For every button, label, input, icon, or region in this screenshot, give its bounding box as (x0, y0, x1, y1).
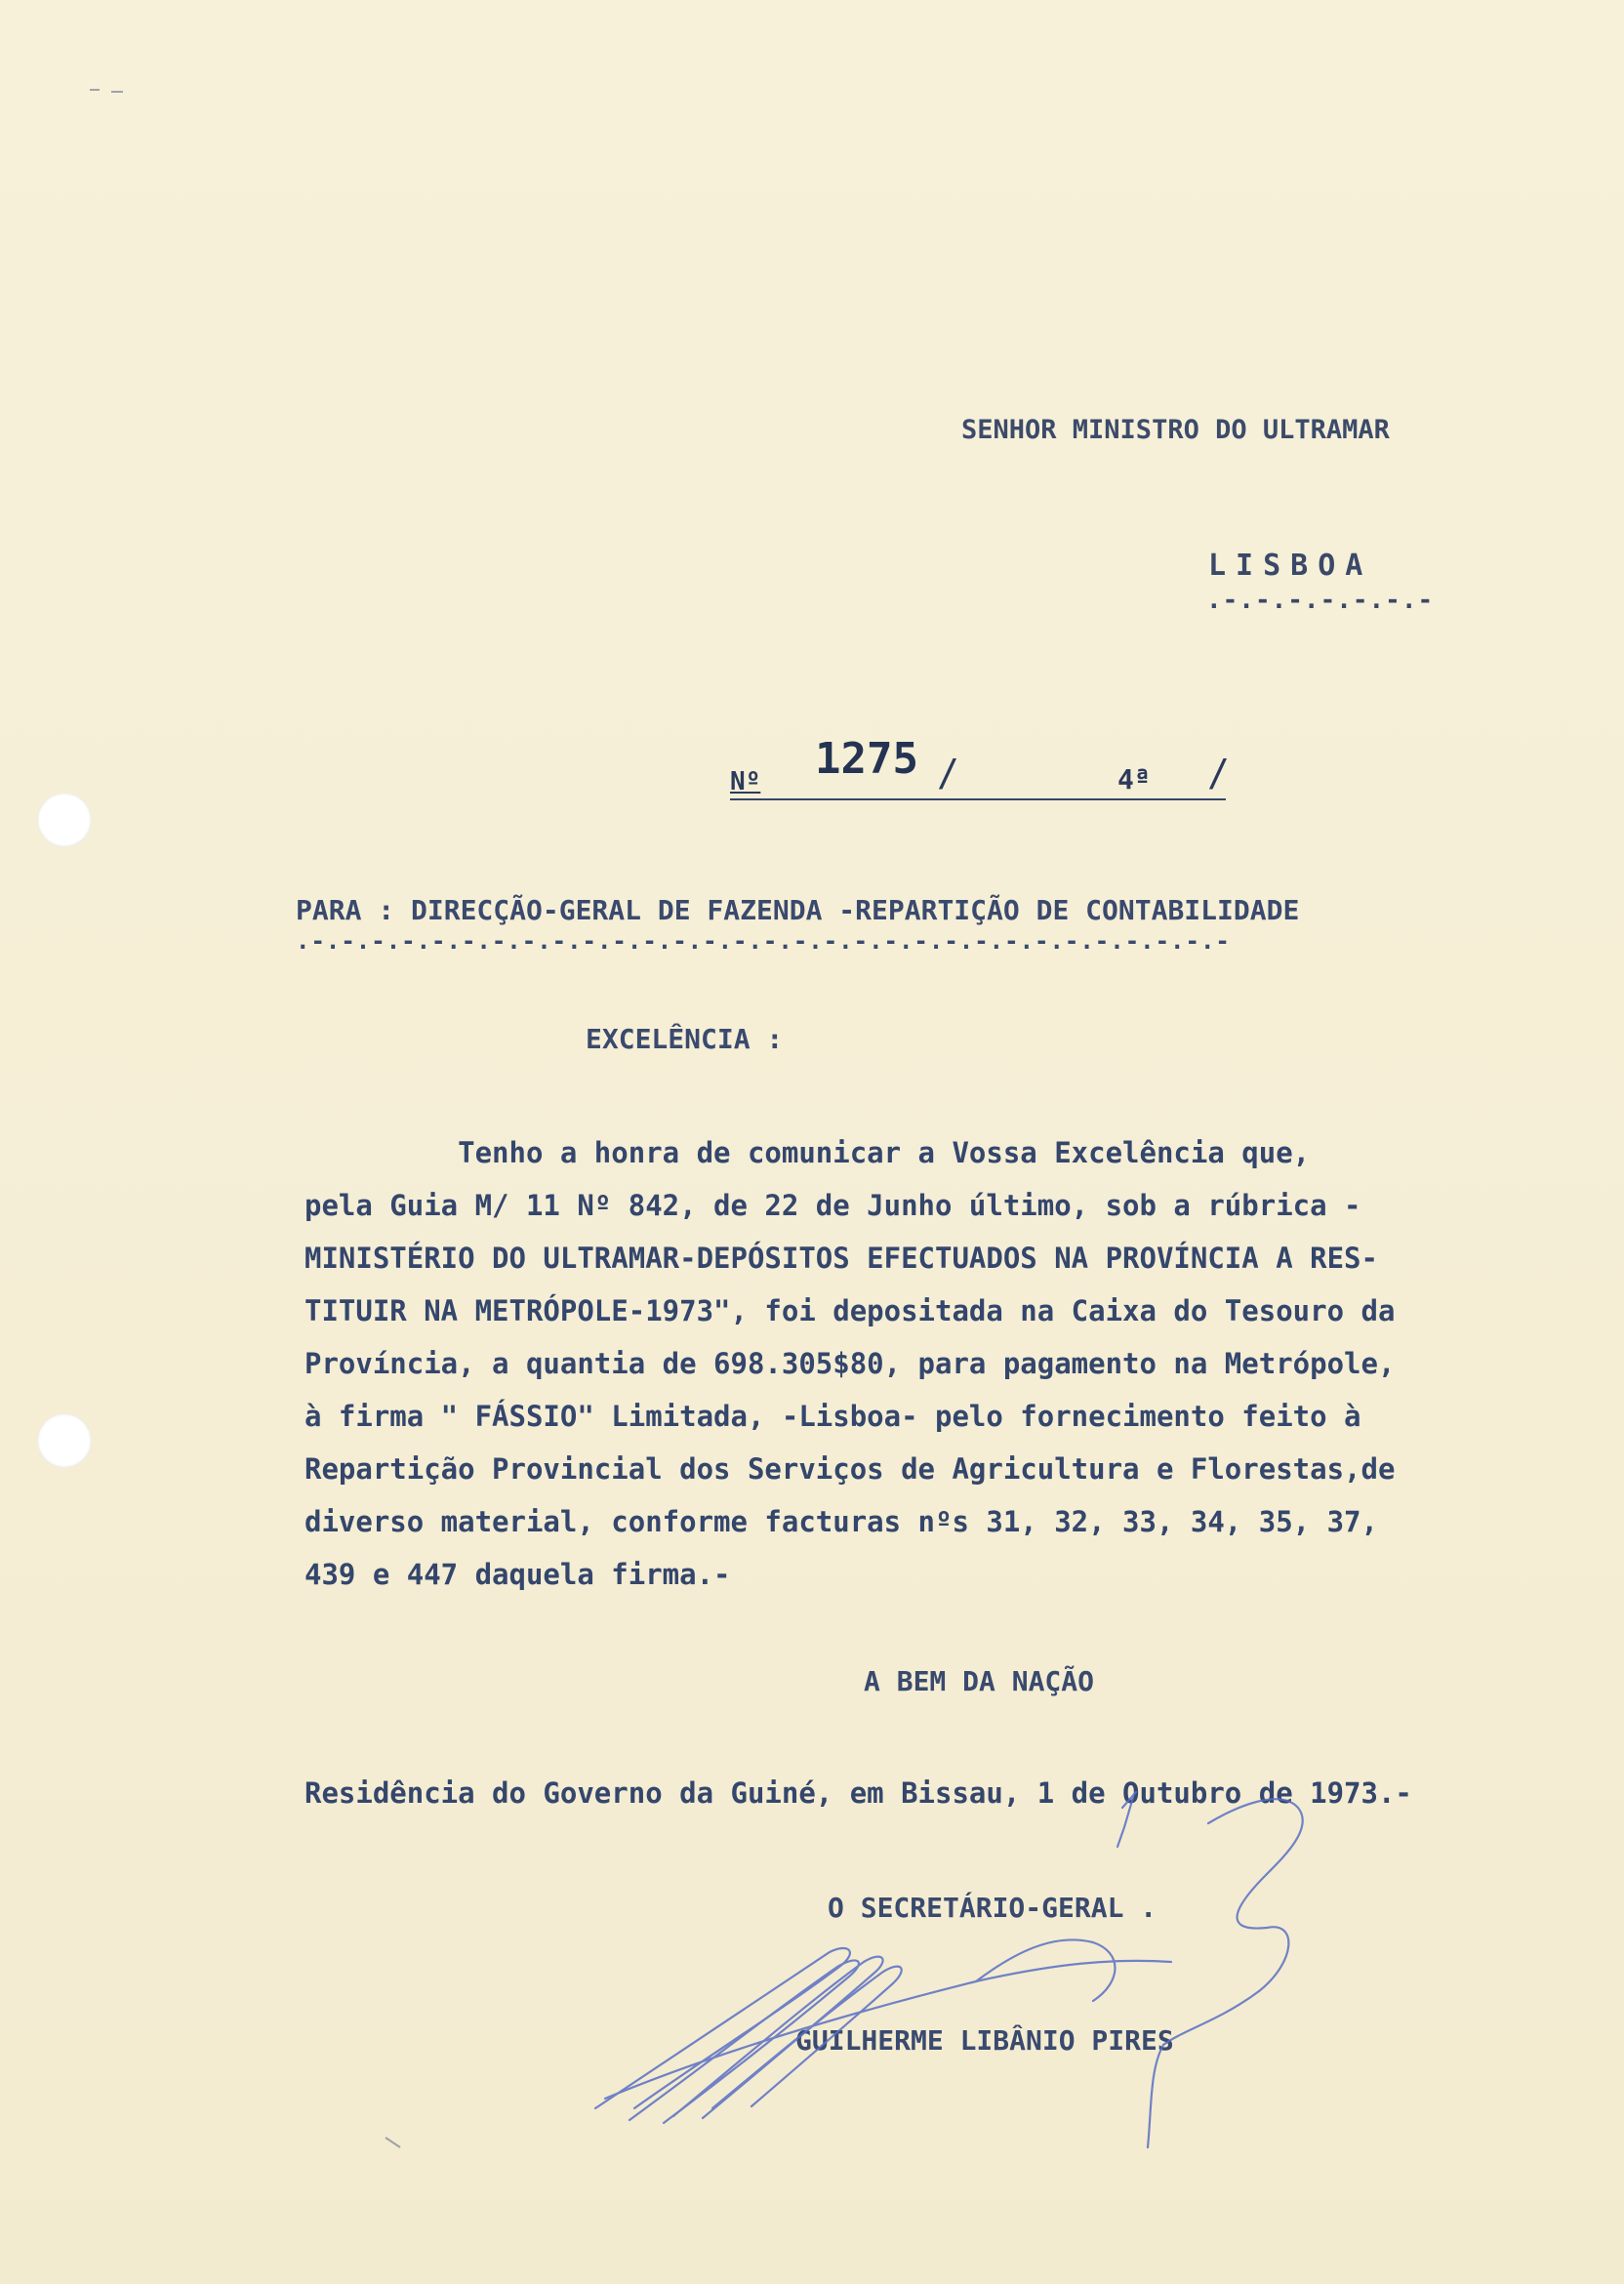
body-line: pela Guia M/ 11 Nº 842, de 22 de Junho último, sob a rúbrica - (304, 1189, 1361, 1222)
body-line: à firma " FÁSSIO" Limitada, -Lisboa- pelo fornecimento feito à (304, 1400, 1361, 1433)
reference-section: 4ª (1117, 763, 1151, 795)
body-line: Repartição Provincial dos Serviços de Agricultura e Florestas,de (304, 1452, 1396, 1486)
body-line: Província, a quantia de 698.305$80, para pagamento na Metrópole, (304, 1347, 1396, 1380)
body-line: diverso material, conforme facturas nºs 31, 32, 33, 34, 35, 37, (304, 1505, 1378, 1538)
addressee-line: SENHOR MINISTRO DO ULTRAMAR (961, 415, 1390, 445)
reference-slash: / (1207, 752, 1230, 795)
reference-underline (730, 798, 1226, 800)
closing-formula: A BEM DA NAÇÃO (864, 1665, 1095, 1697)
body-line: 439 e 447 daquela firma.- (304, 1558, 731, 1591)
punch-hole-bottom (37, 1413, 92, 1468)
city-line: LISBOA (1208, 549, 1373, 583)
reference-slash: / (937, 752, 959, 795)
recipient-line: PARA : DIRECÇÃO-GERAL DE FAZENDA -REPARTIÇÃO DE CONTABILIDADE (296, 894, 1300, 926)
reference-number: 1275 (815, 734, 918, 784)
reference-prefix: Nº (730, 767, 761, 796)
body-line: MINISTÉRIO DO ULTRAMAR-DEPÓSITOS EFECTUADOS NA PROVÍNCIA A RES- (304, 1242, 1378, 1275)
body-line: Tenho a honra de comunicar a Vossa Excelência que, (304, 1136, 1311, 1169)
salutation: EXCELÊNCIA : (586, 1023, 784, 1055)
recipient-underline: .-.-.-.-.-.-.-.-.-.-.-.-.-.-.-.-.-.-.-.-.-.-.-.-.-.-.-.-.-.-.- (296, 927, 1231, 955)
place-date-line: Residência do Governo da Guiné, em Bissau, 1 de Outubro de 1973.- (304, 1776, 1412, 1810)
punch-hole-top (37, 793, 92, 847)
city-underline: .-.-.-.-.-.-.- (1206, 586, 1435, 615)
signatory-role: O SECRETÁRIO-GERAL . (828, 1892, 1157, 1924)
signatory-name: GUILHERME LIBÂNIO PIRES (795, 2024, 1174, 2057)
body-line: TITUIR NA METRÓPOLE-1973", foi depositada na Caixa do Tesouro da (304, 1294, 1396, 1327)
